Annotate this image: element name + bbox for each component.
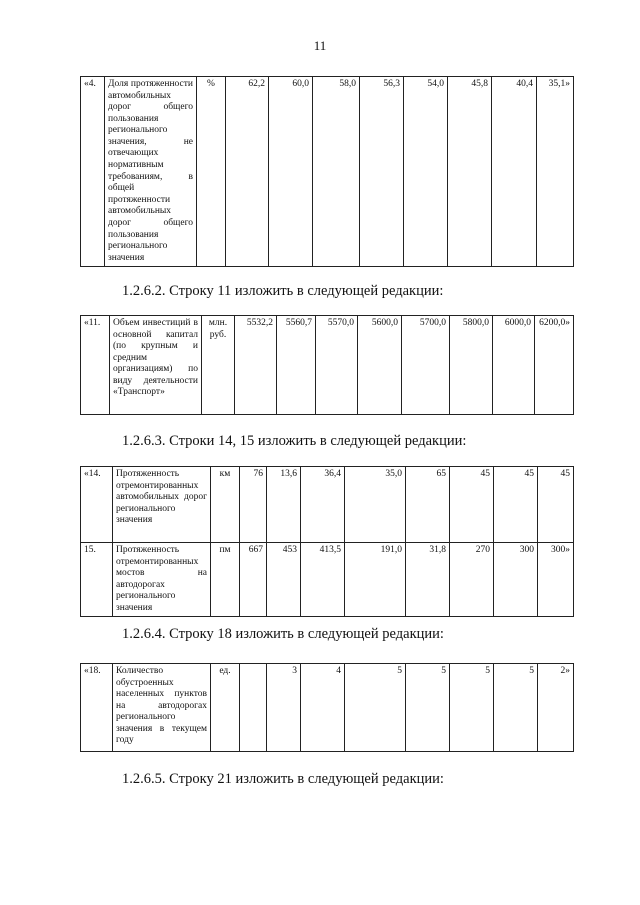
value-cell: 2»: [538, 664, 574, 752]
value-cell: 76: [240, 467, 267, 543]
indicator-name: Протяженность отремонтированных автомобильных дорог регионального значения: [113, 467, 211, 543]
table-row-18: [80, 663, 574, 752]
value-cell: 35,1»: [537, 77, 574, 267]
value-cell: 5: [494, 664, 538, 752]
value-cell: 5700,0: [402, 316, 450, 415]
value-cell: 40,4: [492, 77, 537, 267]
row-number: «18.: [81, 664, 113, 752]
row-number: «11.: [81, 316, 110, 415]
unit-cell: млн. руб.: [202, 316, 235, 415]
value-cell: 5: [450, 664, 494, 752]
value-cell: 413,5: [301, 543, 345, 617]
value-cell: 5800,0: [450, 316, 493, 415]
value-cell: 5532,2: [235, 316, 277, 415]
value-cell: 62,2: [226, 77, 269, 267]
page-number: 11: [313, 38, 327, 53]
value-cell: 45: [450, 467, 494, 543]
indicator-name: Количество обустроенных населенных пунктов на автодорогах регионального значения в текущем году: [113, 664, 211, 752]
value-cell: 31,8: [406, 543, 450, 617]
instruction-paragraph: 1.2.6.3. Строки 14, 15 изложить в следующей редакции:: [122, 433, 467, 449]
value-cell: 54,0: [404, 77, 448, 267]
value-cell: 65: [406, 467, 450, 543]
unit-cell: ед.: [211, 664, 240, 752]
value-cell: 300: [494, 543, 538, 617]
value-cell: 58,0: [313, 77, 360, 267]
instruction-paragraph: 1.2.6.5. Строку 21 изложить в следующей редакции:: [122, 771, 444, 787]
value-cell: 300»: [538, 543, 574, 617]
unit-cell: км: [211, 467, 240, 543]
value-cell: 270: [450, 543, 494, 617]
value-cell: 453: [267, 543, 301, 617]
value-cell: 5: [345, 664, 406, 752]
value-cell: 6000,0: [493, 316, 535, 415]
value-cell: 6200,0»: [535, 316, 574, 415]
value-cell: 36,4: [301, 467, 345, 543]
value-cell: 45: [494, 467, 538, 543]
value-cell: 60,0: [269, 77, 313, 267]
value-cell: 5560,7: [277, 316, 316, 415]
table-row: [81, 543, 574, 617]
value-cell: 5: [406, 664, 450, 752]
value-cell: 45,8: [448, 77, 492, 267]
instruction-paragraph: 1.2.6.4. Строку 18 изложить в следующей редакции:: [122, 626, 444, 642]
indicator-name: Протяженность отремонтированных мостов на автодорогах регионального значения: [113, 543, 211, 617]
unit-cell: %: [197, 77, 226, 267]
row-number: 15.: [81, 543, 113, 617]
value-cell: 191,0: [345, 543, 406, 617]
value-cell: 5570,0: [316, 316, 358, 415]
table-row-4: [80, 76, 574, 267]
value-cell: [240, 664, 267, 752]
value-cell: 3: [267, 664, 301, 752]
unit-cell: пм: [211, 543, 240, 617]
row-number: «14.: [81, 467, 113, 543]
value-cell: 5600,0: [358, 316, 402, 415]
value-cell: 4: [301, 664, 345, 752]
row-number: «4.: [81, 77, 105, 267]
table-row-11: [80, 315, 574, 415]
value-cell: 35,0: [345, 467, 406, 543]
indicator-name: Объем инвестиций в основной капитал (по крупным и средним организациям) по виду деятельности «Транспорт»: [110, 316, 202, 415]
value-cell: 667: [240, 543, 267, 617]
value-cell: 13,6: [267, 467, 301, 543]
indicator-name: Доля протяженности автомобильных дорог общего пользования регионального значения, не отвечающих нормативным требованиям, в общей протяженности автомобильных дорог общего пользования регионального значения: [105, 77, 197, 267]
instruction-paragraph: 1.2.6.2. Строку 11 изложить в следующей редакции:: [122, 283, 444, 299]
table-rows-14-15: [80, 466, 574, 617]
table-row: [81, 467, 574, 543]
value-cell: 45: [538, 467, 574, 543]
value-cell: 56,3: [360, 77, 404, 267]
